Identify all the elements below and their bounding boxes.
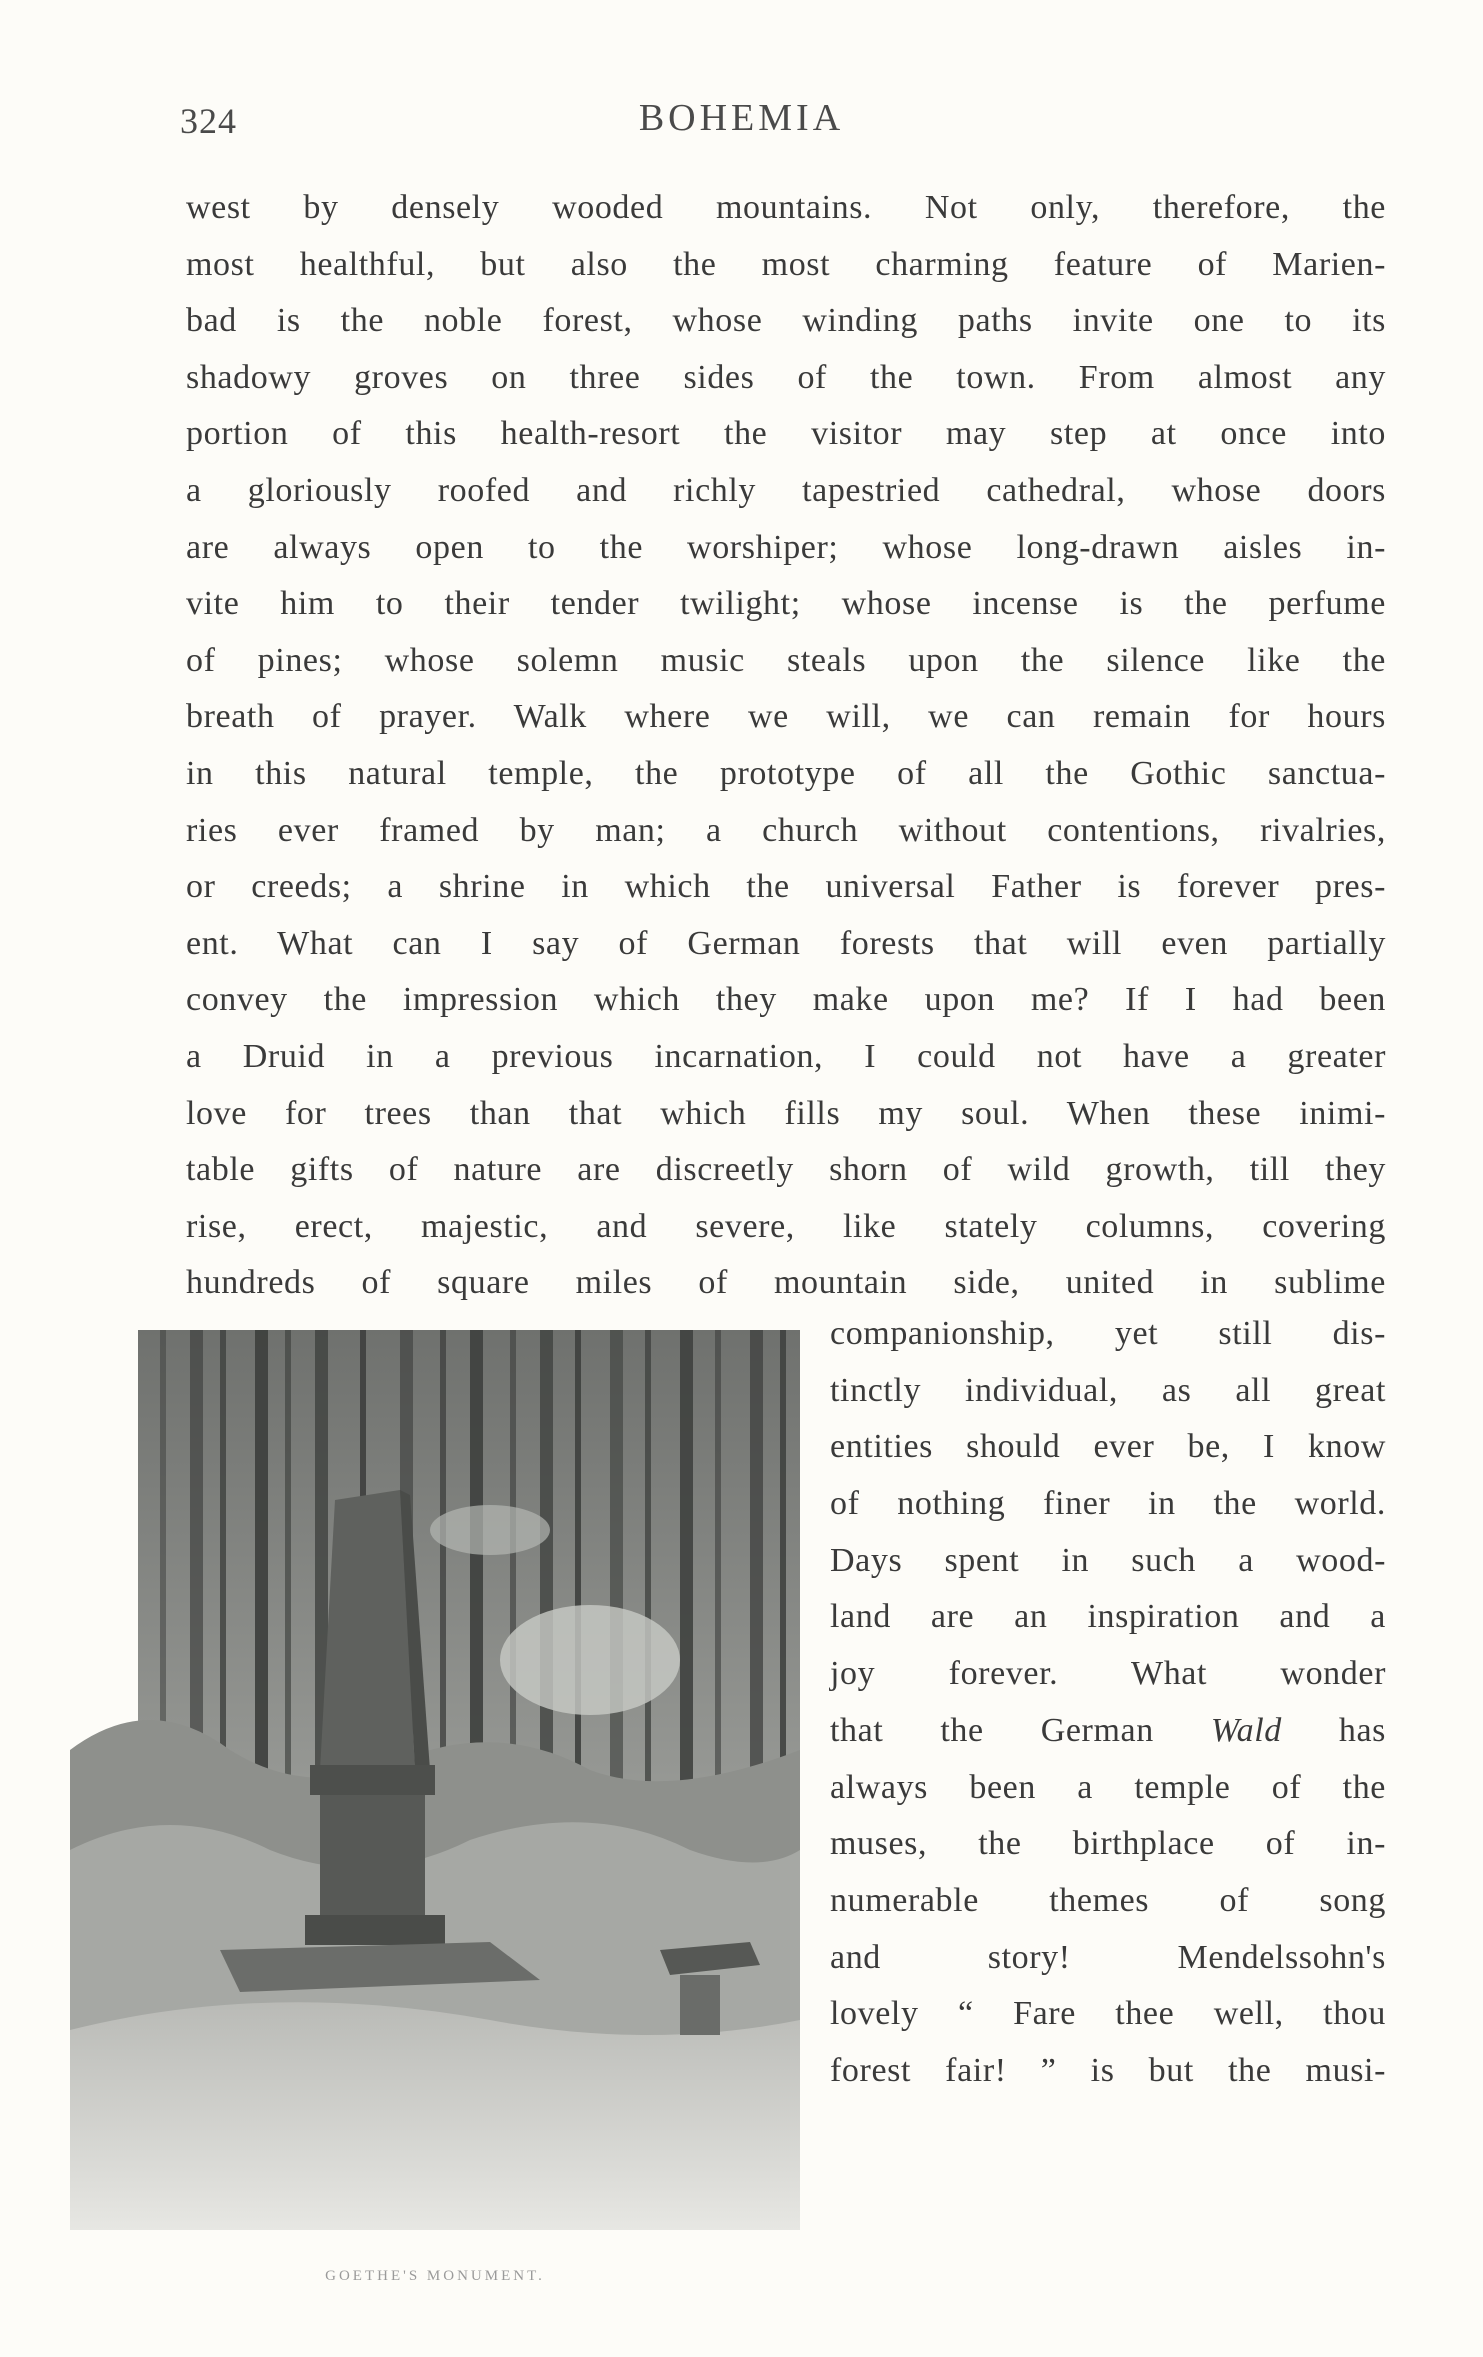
text-line: and story! Mendelssohn's	[830, 1938, 1386, 1976]
text-line: rise, erect, majestic, and severe, like stately columns, covering	[186, 1207, 1386, 1245]
forest-monument-illustration	[70, 1330, 800, 2230]
text-line: or creeds; a shrine in which the universal Father is forever pres-	[186, 868, 1386, 906]
text-line: of pines; whose solemn music steals upon the silence like the	[186, 641, 1386, 679]
text-line: most healthful, but also the most charming feature of Marien-	[186, 245, 1386, 283]
text-line: lovely “ Fare thee well, thou	[830, 1995, 1386, 2033]
text-line: a Druid in a previous incarnation, I could not have a greater	[186, 1037, 1386, 1075]
text-line: always been a temple of the	[830, 1768, 1386, 1806]
text-line: are always open to the worshiper; whose long-drawn aisles in-	[186, 528, 1386, 566]
text-line: ries ever framed by man; a church without contentions, rivalries,	[186, 811, 1386, 849]
text-line: ent. What can I say of German forests that will even partially	[186, 924, 1386, 962]
figure-caption: GOETHE'S MONUMENT.	[325, 2268, 545, 2284]
text-line: companionship, yet still dis-	[830, 1315, 1386, 1352]
text-segment: that the German	[830, 1711, 1211, 1749]
italic-word: Wald	[1210, 1711, 1282, 1749]
text-line: Days spent in such a wood-	[830, 1541, 1386, 1579]
text-line: love for trees than that which fills my soul. When these inimi-	[186, 1094, 1386, 1132]
body-text	[186, 180, 1386, 1312]
tree-trunk	[610, 1330, 623, 1811]
text-line: tinctly individual, as all great	[830, 1371, 1386, 1409]
text-line: hundreds of square miles of mountain side, united in sublime	[186, 1264, 1386, 1302]
text-line: joy forever. What wonder	[830, 1655, 1386, 1693]
text-line: table gifts of nature are discreetly shorn of wild growth, till they	[186, 1151, 1386, 1189]
text-segment: has	[1281, 1711, 1386, 1749]
text-line: shadowy groves on three sides of the town. From almost any	[186, 358, 1386, 396]
text-line: vite him to their tender twilight; whose incense is the perfume	[186, 585, 1386, 623]
page-number: 324	[180, 101, 237, 141]
text-line: convey the impression which they make upon me? If I had been	[186, 981, 1386, 1019]
text-line: entities should ever be, I know	[830, 1428, 1386, 1466]
text-line: breath of prayer. Walk where we will, we can remain for hours	[186, 698, 1386, 736]
tree-trunk	[645, 1330, 651, 1848]
goethe-monument-photo	[70, 1330, 800, 2230]
text-line: land are an inspiration and a	[830, 1598, 1386, 1636]
text-line: numerable themes of song	[830, 1881, 1386, 1919]
text-line: muses, the birthplace of in-	[830, 1825, 1386, 1863]
tree-trunk	[285, 1330, 291, 1838]
tree-trunk	[750, 1330, 763, 1839]
text-line	[830, 1703, 1386, 1760]
running-title: BOHEMIA	[638, 97, 845, 139]
text-line: portion of this health-resort the visitor may step at once into	[186, 415, 1386, 453]
text-line: in this natural temple, the prototype of all the Gothic sanctua-	[186, 754, 1386, 792]
text-line: west by densely wooded mountains. Not only, therefore, the	[186, 189, 1386, 226]
text-line: bad is the noble forest, whose winding paths invite one to its	[186, 302, 1386, 340]
text-line: of nothing finer in the world.	[830, 1485, 1386, 1523]
text-line: a gloriously roofed and richly tapestried cathedral, whose doors	[186, 471, 1386, 509]
text-line: forest fair! ” is but the musi-	[830, 2051, 1386, 2089]
wrapped-text	[830, 1306, 1386, 2100]
